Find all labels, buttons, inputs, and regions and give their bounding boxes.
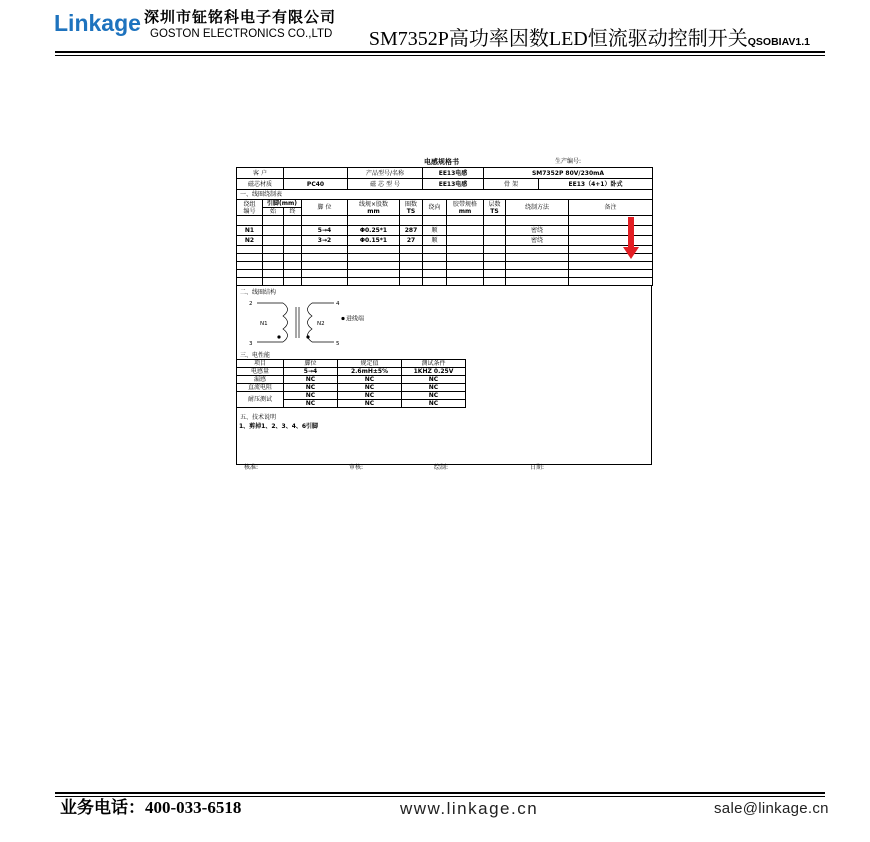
header-rule-thick	[55, 51, 825, 53]
electrical-condition: NC	[402, 384, 466, 392]
winding-method: 密绕	[506, 226, 569, 236]
table-cell	[506, 278, 569, 286]
electrical-pins: 5→4	[284, 368, 338, 376]
bobbin-label: 骨 架	[484, 179, 539, 190]
table-cell	[484, 278, 506, 286]
table-cell	[284, 226, 302, 236]
electrical-condition: NC	[402, 400, 466, 408]
table-cell	[447, 226, 484, 236]
table-cell	[569, 236, 653, 246]
table-cell	[237, 262, 263, 270]
table-cell	[484, 270, 506, 278]
header-item: 项目	[237, 360, 284, 368]
winding-section-title: 一、线圈绕制表	[237, 190, 653, 200]
header-rule-thin	[55, 55, 825, 56]
table-cell	[400, 278, 423, 286]
table-row-empty	[237, 246, 653, 254]
pin-label-top-left: 2	[249, 301, 253, 307]
header-layers-line2: TS	[490, 207, 499, 215]
coil-structure-diagram	[246, 298, 381, 348]
table-cell	[263, 254, 284, 262]
table-cell	[302, 254, 348, 262]
table-cell	[284, 216, 302, 226]
table-cell	[569, 262, 653, 270]
winding-pins: 3→2	[302, 236, 348, 246]
table-row-empty	[237, 262, 653, 270]
table-cell	[348, 216, 400, 226]
table-cell	[423, 216, 447, 226]
table-cell	[284, 246, 302, 254]
table-row	[237, 384, 466, 392]
spec-title: 电感规格书	[424, 158, 459, 166]
electrical-header-row	[237, 360, 466, 368]
header-wire	[348, 200, 400, 216]
table-cell	[263, 236, 284, 246]
electrical-spec: NC	[338, 400, 402, 408]
structure-section-title: 二、线圈结构	[240, 289, 277, 296]
header-winding-no-line1: 绕组	[243, 200, 256, 208]
table-cell	[569, 278, 653, 286]
footer-phone: 业务电话：400-033-6518	[60, 798, 242, 817]
table-cell	[569, 270, 653, 278]
header-tape-line1: 胶带规格	[452, 200, 477, 208]
header-spec: 规定值	[338, 360, 402, 368]
header-winding-no-line2: 编号	[243, 207, 256, 215]
table-cell	[263, 246, 284, 254]
table-cell	[506, 254, 569, 262]
table-cell	[263, 262, 284, 270]
coil-left	[283, 303, 288, 342]
table-cell	[484, 226, 506, 236]
table-cell	[447, 278, 484, 286]
header-layers-line1: 层数	[488, 200, 501, 208]
table-cell	[400, 216, 423, 226]
electrical-condition: NC	[402, 392, 466, 400]
header-turns-line1: 圈数	[404, 200, 417, 208]
winding-direction: 顺	[423, 236, 447, 246]
electrical-spec: NC	[338, 384, 402, 392]
winding-no: N1	[237, 226, 263, 236]
table-cell	[447, 262, 484, 270]
header-note: 备注	[569, 200, 653, 216]
header-direction: 绕向	[423, 200, 447, 216]
model-spec: SM7352P 80V/230mA	[484, 168, 653, 179]
electrical-spec: NC	[338, 376, 402, 384]
table-cell	[484, 246, 506, 254]
table-cell	[447, 270, 484, 278]
winding-wire: Φ0.15*1	[348, 236, 400, 246]
table-cell	[284, 254, 302, 262]
red-arrow-icon	[623, 217, 639, 259]
inductor-spec-sheet	[236, 167, 652, 465]
table-cell	[284, 236, 302, 246]
table-cell	[506, 262, 569, 270]
electrical-item: 电感量	[237, 368, 284, 376]
table-cell	[237, 254, 263, 262]
electrical-spec: NC	[338, 392, 402, 400]
table-cell	[302, 246, 348, 254]
electrical-pins: NC	[284, 392, 338, 400]
electrical-pins: NC	[284, 400, 338, 408]
table-cell	[263, 216, 284, 226]
table-cell	[237, 270, 263, 278]
table-cell	[284, 262, 302, 270]
table-row	[237, 236, 653, 246]
table-row	[237, 226, 653, 236]
table-cell	[263, 278, 284, 286]
table-cell	[348, 262, 400, 270]
table-cell	[447, 236, 484, 246]
pin-label-bottom-left: 3	[249, 341, 253, 347]
spec-lower-section	[236, 286, 652, 465]
electrical-item: 漏感	[237, 376, 284, 384]
electrical-spec: 2.6mH±5%	[338, 368, 402, 376]
table-cell	[423, 254, 447, 262]
document-title	[369, 28, 810, 53]
linkage-logo: Linkage	[54, 10, 141, 36]
arrow-head	[623, 247, 639, 259]
header-lead-start: 始	[263, 208, 284, 216]
table-cell	[302, 262, 348, 270]
table-cell	[569, 254, 653, 262]
table-cell	[237, 246, 263, 254]
winding-turns: 287	[400, 226, 423, 236]
winding-turns: 27	[400, 236, 423, 246]
table-row	[237, 376, 466, 384]
table-row-empty	[237, 278, 653, 286]
core-model-label: 磁 芯 型 号	[348, 179, 423, 190]
winding-section-row	[237, 190, 653, 200]
header-turns-line2: TS	[406, 207, 416, 215]
table-cell	[423, 270, 447, 278]
table-cell	[447, 254, 484, 262]
info-row-core	[237, 179, 653, 190]
table-row-empty	[237, 216, 653, 226]
table-cell	[263, 270, 284, 278]
bobbin-value: EE13（4+1）卧式	[539, 179, 653, 190]
table-cell	[506, 246, 569, 254]
header-method: 绕制方法	[506, 200, 569, 216]
header-pin: 脚 位	[302, 200, 348, 216]
start-dot-left	[277, 335, 280, 338]
signoff-reviewed: 审核:	[349, 464, 364, 471]
table-cell	[484, 254, 506, 262]
header-wire-line2: mm	[367, 207, 380, 215]
company-name-en: GOSTON ELECTRONICS CO.,LTD	[150, 28, 333, 40]
start-mark-label: 进线端	[346, 315, 365, 323]
electrical-pins: NC	[284, 384, 338, 392]
technical-section-title: 五、技术说明	[240, 414, 277, 421]
electrical-pins: NC	[284, 376, 338, 384]
table-row	[237, 392, 466, 400]
signoff-drawn: 绘制:	[434, 464, 449, 471]
table-cell	[423, 278, 447, 286]
footer-email: sale@linkage.cn	[714, 800, 829, 817]
spec-info-table	[236, 167, 653, 200]
customer-value	[284, 168, 348, 179]
header-condition: 测试条件	[402, 360, 466, 368]
winding-method: 密绕	[506, 236, 569, 246]
table-row	[237, 368, 466, 376]
technical-note: 1、剪掉1、2、3、4、6引脚	[239, 423, 319, 430]
header-turns	[400, 200, 423, 216]
table-cell	[348, 246, 400, 254]
coil-label-left: N1	[260, 321, 268, 327]
header-wire-line1: 线规×股数	[358, 200, 389, 208]
electrical-condition: 1KHZ 0.25V	[402, 368, 466, 376]
footer-website: www.linkage.cn	[400, 799, 539, 818]
document-code: QSOBIAV1.1	[747, 36, 810, 48]
arrow-shaft	[628, 217, 634, 248]
winding-header-row	[237, 200, 653, 208]
core-material-value: PC40	[284, 179, 348, 190]
table-cell	[569, 246, 653, 254]
coil-label-right: N2	[317, 321, 325, 327]
company-name-cn: 深圳市钲铭科电子有限公司	[144, 8, 337, 26]
table-cell	[237, 278, 263, 286]
table-cell	[284, 278, 302, 286]
winding-table	[236, 199, 653, 286]
document-title-text: SM7352P高功率因数LED恒流驱动控制开关	[368, 28, 748, 50]
table-cell	[302, 216, 348, 226]
pin-label-top-right: 4	[336, 301, 340, 307]
table-cell	[569, 216, 653, 226]
production-no-label: 生产编号:	[555, 158, 582, 165]
header-tape-line2: mm	[458, 207, 472, 215]
table-cell	[506, 216, 569, 226]
start-dot-legend	[341, 317, 344, 320]
header-layers	[484, 200, 506, 216]
table-cell	[263, 226, 284, 236]
winding-no: N2	[237, 236, 263, 246]
core-material-label: 磁芯材质	[237, 179, 284, 190]
start-dot-right	[306, 335, 309, 338]
table-cell	[569, 226, 653, 236]
signoff-date: 日期:	[530, 464, 545, 471]
customer-label: 客 户	[237, 168, 284, 179]
table-cell	[506, 270, 569, 278]
electrical-table	[236, 359, 466, 408]
header-lead-end: 终	[284, 208, 302, 216]
table-cell	[484, 262, 506, 270]
signoff-approved: 核准:	[244, 464, 259, 471]
table-cell	[302, 270, 348, 278]
electrical-section-title: 三、电性能	[240, 352, 271, 359]
table-cell	[284, 270, 302, 278]
table-cell	[302, 278, 348, 286]
header-pins: 脚位	[284, 360, 338, 368]
table-cell	[348, 254, 400, 262]
table-row-empty	[237, 270, 653, 278]
hipot-label: 耐压测试	[237, 392, 284, 408]
table-cell	[447, 246, 484, 254]
header-tape	[447, 200, 484, 216]
info-row-product	[237, 168, 653, 179]
table-cell	[400, 262, 423, 270]
table-cell	[348, 278, 400, 286]
table-row-empty	[237, 254, 653, 262]
electrical-item: 直流电阻	[237, 384, 284, 392]
table-cell	[423, 246, 447, 254]
table-cell	[400, 246, 423, 254]
table-cell	[447, 216, 484, 226]
footer-rule-thick	[55, 792, 825, 794]
table-cell	[400, 270, 423, 278]
table-cell	[484, 216, 506, 226]
winding-wire: Φ0.25*1	[348, 226, 400, 236]
table-cell	[237, 216, 263, 226]
model-value: EE13电感	[423, 168, 484, 179]
table-cell	[423, 262, 447, 270]
table-cell	[400, 254, 423, 262]
table-cell	[348, 270, 400, 278]
header-lead: 引脚(mm)	[263, 200, 302, 208]
pin-label-bottom-right: 5	[336, 341, 340, 347]
winding-pins: 5→4	[302, 226, 348, 236]
header-winding-no	[237, 200, 263, 216]
model-label: 产品型号/名称	[348, 168, 423, 179]
winding-direction: 顺	[423, 226, 447, 236]
electrical-condition: NC	[402, 376, 466, 384]
table-cell	[484, 236, 506, 246]
core-model-value: EE13电感	[423, 179, 484, 190]
